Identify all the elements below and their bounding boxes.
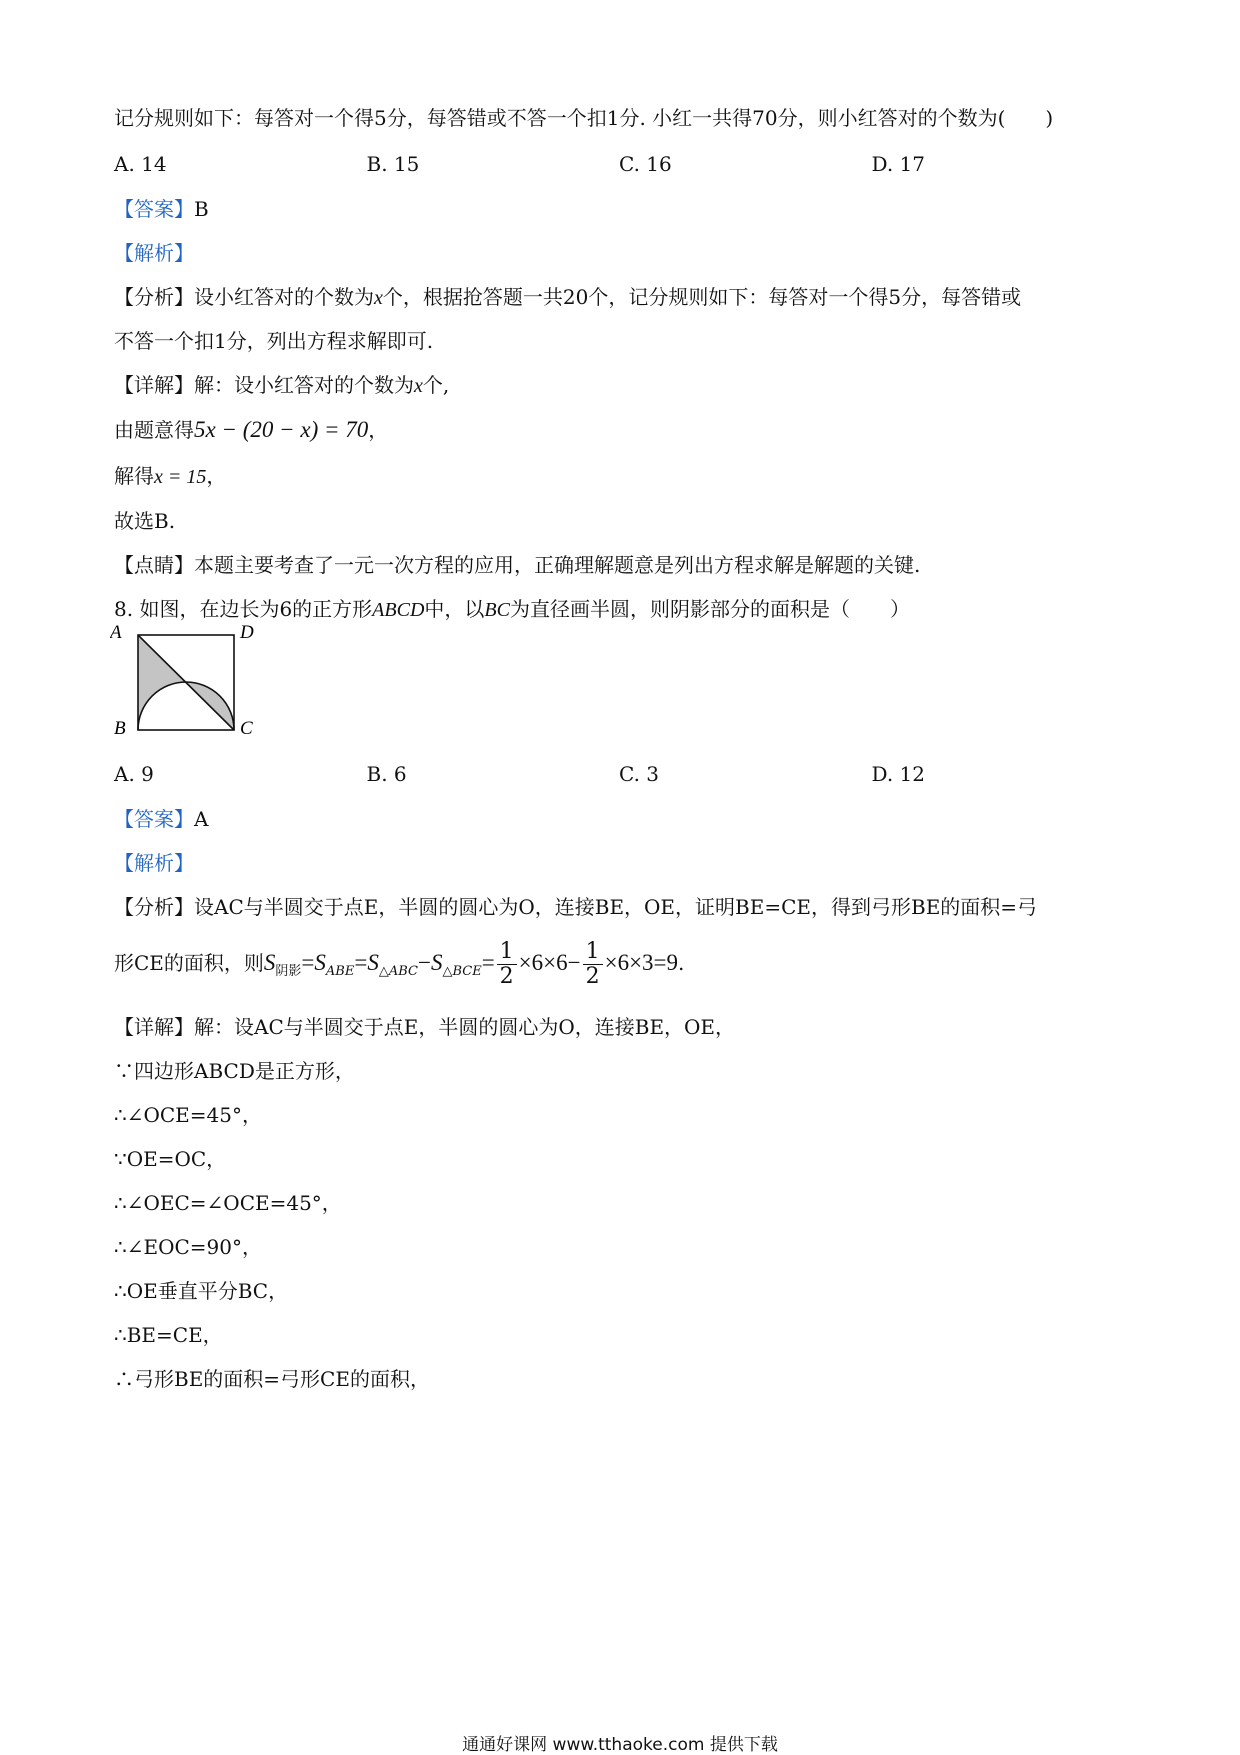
- square-semicircle-figure: [110, 620, 280, 830]
- xiangjie-text: 个,: [422, 373, 450, 397]
- sub-abc: △ABC: [378, 964, 418, 979]
- product-1: ×6×6−: [518, 950, 581, 975]
- fenxi-text: 设小红答对的个数为: [194, 285, 374, 309]
- stem-text: 8. 如图，在边长为6的正方形: [114, 597, 373, 621]
- frac-den: 2: [499, 964, 514, 989]
- fenxi-text: 设AC与半圆交于点E，半圆的圆心为O，连接BE，OE，证明BE=CE，得到弓形BE的面积=弓: [194, 895, 1038, 919]
- var-x: x: [374, 287, 383, 309]
- label-d: D: [240, 622, 254, 643]
- solution-prefix: 解得: [114, 464, 154, 488]
- q8-option-c: C. 3: [619, 762, 660, 786]
- area-s: S: [314, 950, 326, 975]
- q7-equation: [114, 416, 388, 444]
- area-s: S: [367, 950, 379, 975]
- q7-answer: [114, 195, 209, 223]
- eq-sign: =: [301, 950, 315, 975]
- xiangjie-text: 解：设AC与半圆交于点E，半圆的圆心为O，连接BE，OE，: [194, 1015, 736, 1039]
- product-2: ×6×3=9: [604, 950, 679, 975]
- sub-bce: △BCE: [442, 964, 482, 979]
- sub-abe: ABE: [325, 964, 355, 979]
- q7-fenxi: [114, 283, 1021, 312]
- label-a: A: [110, 622, 122, 643]
- xiangjie-tag: 【详解】: [114, 373, 194, 397]
- equation-suffix: ，: [368, 418, 389, 442]
- q8-jiexi-tag: 【解析】: [114, 851, 194, 875]
- answer-value: B: [194, 197, 209, 221]
- answer-tag: 【答案】: [114, 197, 194, 221]
- proof-step: ∴∠OCE=45°，: [114, 1103, 262, 1127]
- area-s: S: [430, 950, 443, 975]
- stem-text: 为直径画半圆，则阴影部分的面积是（ ）: [509, 597, 910, 621]
- q8-option-b: B. 6: [366, 762, 407, 786]
- q8-answer: [114, 805, 208, 833]
- proof-step: ∴OE垂直平分BC，: [114, 1279, 289, 1303]
- stem-bc: BC: [484, 599, 510, 621]
- xiangjie-tag: 【详解】: [114, 1015, 194, 1039]
- proof-step: ∴BE=CE，: [114, 1323, 223, 1347]
- q7-dianjing: [114, 551, 920, 579]
- q8-option-d: D. 12: [871, 762, 925, 786]
- frac-den: 2: [585, 964, 600, 989]
- frac-num: 1: [497, 940, 517, 965]
- q7-jiexi-tag: 【解析】: [114, 241, 194, 265]
- fenxi-tag: 【分析】: [114, 285, 194, 309]
- fenxi-text: 个，根据抢答题一共20个，记分规则如下：每答对一个得5分，每答错或: [382, 285, 1022, 309]
- stem-abcd: ABCD: [372, 599, 425, 621]
- eq-sign: =: [354, 950, 368, 975]
- fraction-half: [583, 940, 603, 989]
- proof-step: ∵四边形ABCD是正方形，: [114, 1059, 355, 1083]
- q8-fenxi: [114, 893, 1037, 921]
- proof-step: ∵OE=OC，: [114, 1147, 227, 1171]
- fenxi-tag: 【分析】: [114, 895, 194, 919]
- label-c: C: [240, 718, 253, 739]
- stem-text: 中，以: [424, 597, 485, 621]
- q8-options: [114, 760, 1124, 788]
- q7-solution: [114, 462, 226, 491]
- minus-sign: −: [417, 950, 431, 975]
- period: .: [678, 951, 685, 975]
- dianjing-tag: 【点睛】: [114, 553, 194, 577]
- proof-step: ∴∠OEC=∠OCE=45°，: [114, 1191, 342, 1215]
- proof-step: ∴∠EOC=90°，: [114, 1235, 262, 1259]
- q7-option-a: A. 14: [114, 152, 167, 176]
- proof-step: ∴弓形BE的面积=弓形CE的面积，: [114, 1367, 430, 1391]
- q7-option-d: D. 17: [871, 152, 925, 176]
- q7-option-c: C. 16: [619, 152, 672, 176]
- q7-choose: 故选B.: [114, 509, 176, 533]
- eq-sign: =: [481, 950, 495, 975]
- answer-value: A: [194, 807, 209, 831]
- q8-xiangjie: [114, 1013, 735, 1041]
- q7-options: [114, 150, 1124, 178]
- q8-fenxi-line2: [114, 938, 684, 997]
- q8-option-a: A. 9: [114, 762, 154, 786]
- q7-fenxi-line2: 不答一个扣1分，列出方程求解即可.: [114, 329, 434, 353]
- answer-tag: 【答案】: [114, 807, 194, 831]
- equation-prefix: 由题意得: [114, 418, 194, 442]
- var-x: x: [414, 375, 423, 397]
- q7-stem: 记分规则如下：每答对一个得5分，每答错或不答一个扣1分. 小红一共得70分，则小红答对的个数为( ): [114, 106, 1054, 130]
- q7-xiangjie: [114, 371, 449, 400]
- label-b: B: [114, 718, 126, 739]
- solution: x = 15: [154, 466, 207, 488]
- solution-suffix: ，: [206, 464, 227, 488]
- equation: 5x − (20 − x) = 70: [194, 417, 369, 442]
- fraction-half: [497, 940, 517, 989]
- sub-shadow: 阴影: [275, 964, 302, 979]
- fenxi-text: 形CE的面积，则: [114, 951, 264, 975]
- area-s: S: [263, 950, 276, 975]
- xiangjie-text: 解：设小红答对的个数为: [194, 373, 414, 397]
- dianjing-text: 本题主要考查了一元一次方程的应用，正确理解题意是列出方程求解是解题的关键.: [194, 553, 921, 577]
- page-footer: 通通好课网 www.tthaoke.com 提供下载: [462, 1735, 778, 1755]
- frac-num: 1: [583, 940, 603, 965]
- q7-option-b: B. 15: [366, 152, 420, 176]
